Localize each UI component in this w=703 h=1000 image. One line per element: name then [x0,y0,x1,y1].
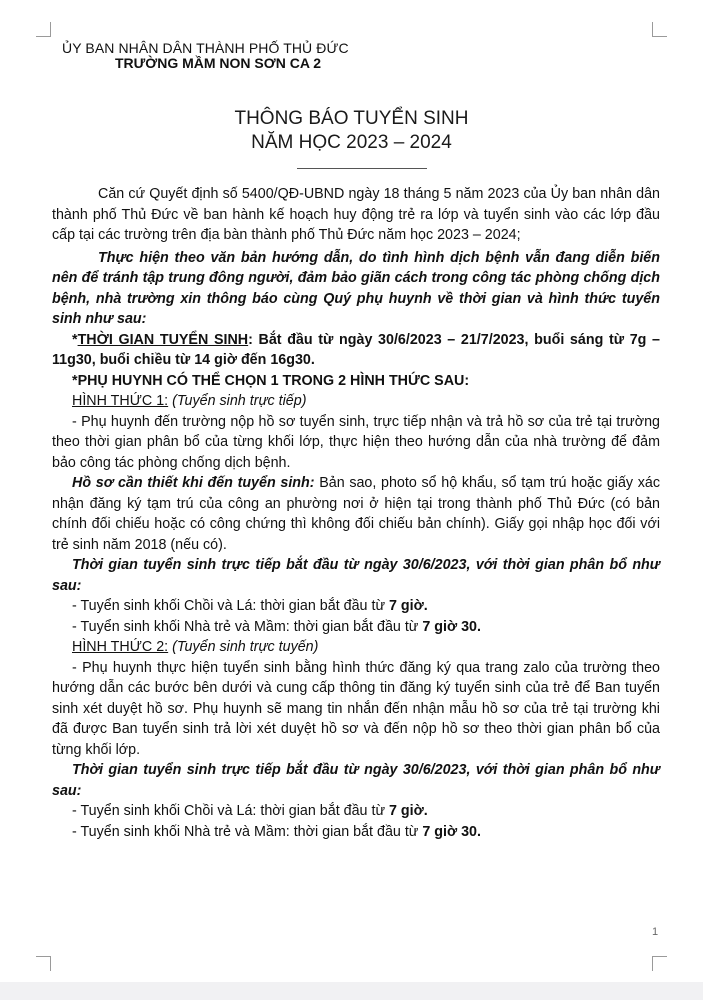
form1-item1-text: - Tuyển sinh khối Chồi và Lá: thời gian bắt đầu từ [72,598,389,614]
title-divider [297,168,427,169]
form2-item2-text: - Tuyển sinh khối Nhà trẻ và Mầm: thời gian bắt đầu từ [72,823,423,840]
form2-description: - Phụ huynh thực hiện tuyển sinh bằng hình thức đăng ký qua trang zalo của trường theo hướng dẫn các bước bên dưới và cung cấp thông tin đăng ký tuyển sinh của trẻ để Ban tuyển sinh xét duyệt hồ sơ. Phụ huynh sẽ mang tin nhắn đến nhận mẫu hồ sơ của trẻ tại trường khi đã được Ban tuyển sinh trả lời xét duyệt hồ sơ và đến nộp hồ sơ theo thời gian phân bổ của từng khối lớp. [52,659,660,758]
form2-heading [52,637,660,658]
paragraph-legal-basis: Căn cứ Quyết định số 5400/QĐ-UBND ngày 18 tháng 5 năm 2023 của Ủy ban nhân dân thành phố Thủ Đức về ban hành kế hoạch huy động trẻ ra lớp và tuyển sinh vào các lớp đầu cấp tại các trường trên địa bàn thành phố Thủ Đức năm học 2023 – 2024; [52,186,660,243]
paragraph-choose-forms: *PHỤ HUYNH CÓ THỂ CHỌN 1 TRONG 2 HÌNH THỨC SAU: [72,372,470,389]
form1-description: - Phụ huynh đến trường nộp hồ sơ tuyển sinh, trực tiếp nhận và trả hồ sơ của trẻ tại trường theo thời gian phân bổ của từng khối lớp, thực hiện theo hướng dẫn của nhà trường để đảm bảo công tác phòng chống dịch bệnh. [52,413,660,471]
schedule-label: THỜI GIAN TUYỂN SINH [77,331,249,348]
form1-item1-time: 7 giờ. [388,598,428,614]
crop-mark-top-right [652,22,667,37]
form1-documents-label: Hồ sơ cần thiết khi đến tuyển sinh: [72,475,315,491]
document-body [52,184,660,842]
form2-item1-time: 7 giờ. [388,803,428,819]
form2-list-item [52,801,660,822]
schedule-text: : Bắt đầu từ ngày 30/6/2023 – 21/7/2023, buổi sáng từ 7g – 11g30, buổi chiều từ 14 giờ đến 16g30. [52,331,660,368]
form1-subtitle: (Tuyển sinh trực tiếp) [168,393,307,409]
paragraph-schedule [52,330,660,371]
document-subtitle: NĂM HỌC 2023 – 2024 [251,132,452,153]
form1-heading [52,391,660,412]
header-organization: ỦY BAN NHÂN DÂN THÀNH PHỐ THỦ ĐỨC [62,40,349,56]
form1-documents [52,473,660,555]
paragraph-notice: Thực hiện theo văn bản hướng dẫn, do tình hình dịch bệnh vẫn đang diễn biến nên để tránh tập trung đông người, đảm bảo giãn cách trong công tác phòng chống dịch bệnh, nhà trường xin thông báo cùng Quý phụ huynh về thời gian và hình thức tuyển sinh như sau: [52,249,660,327]
form1-time-heading: Thời gian tuyển sinh trực tiếp bắt đầu từ ngày 30/6/2023, với thời gian phân bổ như sau: [52,557,660,594]
page-number: 1 [652,926,659,938]
form1-documents-text: Bản sao, photo sổ hộ khẩu, sổ tạm trú hoặc giấy xác nhận đăng ký tạm trú của công an phường nơi ở hiện tại trong thành phố Thủ Đức (có bản chính đối chiếu hoặc có công chứng thì không đối chiếu bản chính). Giấy gọi nhập học đối với trẻ sinh năm 2018 (nếu có). [52,475,660,553]
form2-label: HÌNH THỨC 2: [72,639,169,655]
form2-time-heading: Thời gian tuyển sinh trực tiếp bắt đầu từ ngày 30/6/2023, với thời gian phân bổ như sau: [52,762,660,799]
form1-item2-time: 7 giờ 30. [422,618,481,635]
form1-list-item [52,596,660,617]
form1-item2-text: - Tuyển sinh khối Nhà trẻ và Mầm: thời gian bắt đầu từ [72,618,423,635]
form2-item2-time: 7 giờ 30. [422,823,481,840]
form2-item1-text: - Tuyển sinh khối Chồi và Lá: thời gian bắt đầu từ [72,803,389,819]
crop-mark-bottom-left [36,956,51,971]
schedule-star: * [72,331,78,348]
crop-mark-top-left [36,22,51,37]
form2-subtitle: (Tuyển sinh trực tuyến) [168,639,319,655]
form1-label: HÌNH THỨC 1: [72,393,169,409]
header-school-name: TRƯỜNG MẦM NON SƠN CA 2 [115,55,322,71]
form1-list-item [52,617,660,638]
viewer-bottom-bar [0,982,703,1000]
crop-mark-bottom-right [652,956,667,971]
document-title: THÔNG BÁO TUYỂN SINH [234,108,469,129]
form2-list-item [52,822,660,843]
